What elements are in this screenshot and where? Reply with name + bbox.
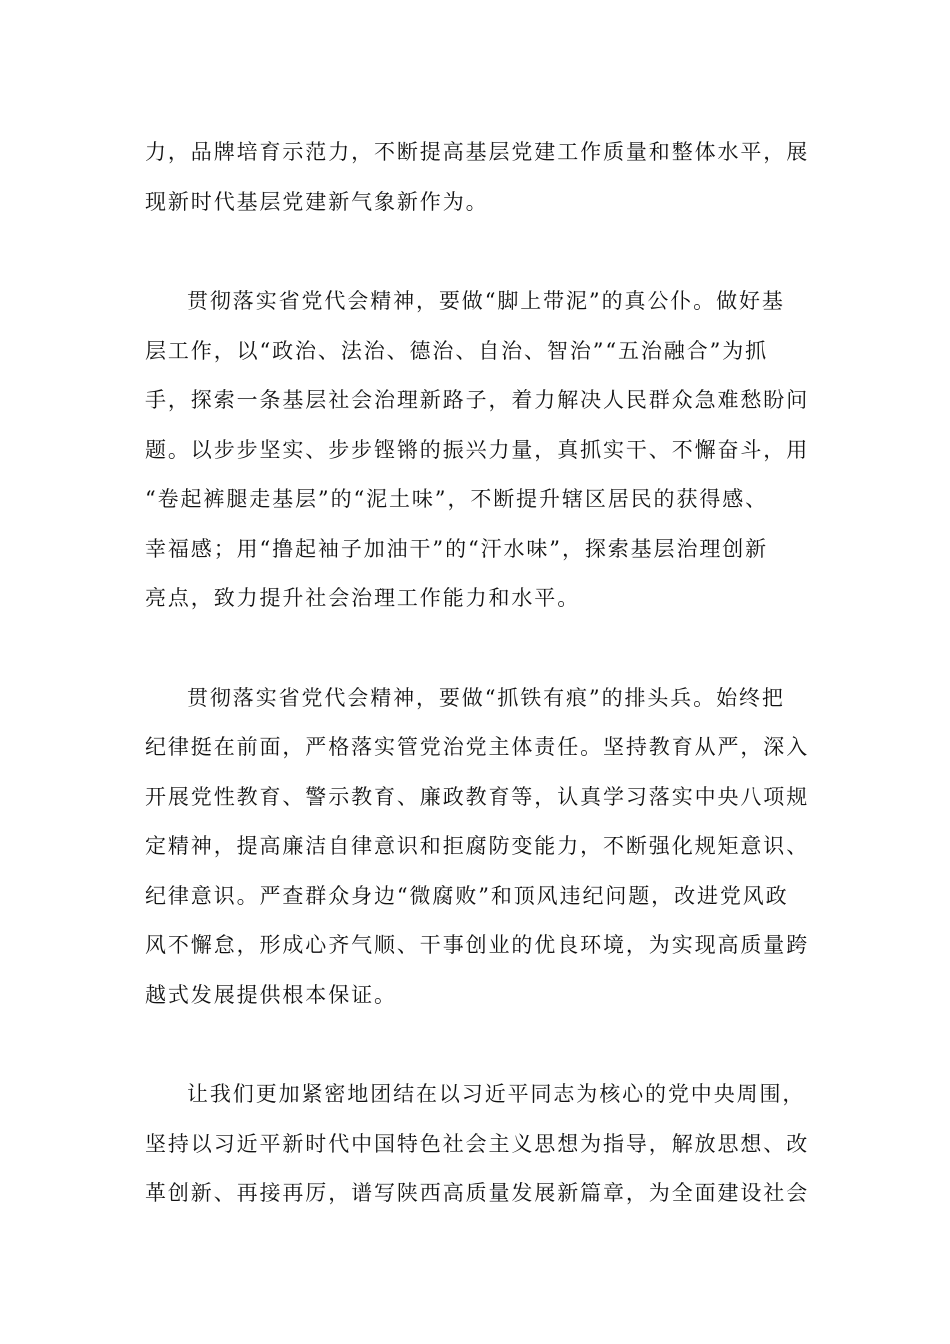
text-line: 幸福感；用“撸起袖子加油干”的“汗水味”，探索基层治理创新 bbox=[145, 536, 769, 561]
text-line: 定精神，提高廉洁自律意识和拒腐防变能力，不断强化规矩意识、 bbox=[145, 834, 810, 858]
text-line: 让我们更加紧密地团结在以习近平同志为核心的党中央周围， bbox=[187, 1082, 806, 1106]
paragraph-grassroots-work bbox=[145, 277, 810, 624]
text-line: 革创新、再接再厉，谱写陕西高质量发展新篇章，为全面建设社会 bbox=[145, 1181, 810, 1205]
text-line: 纪律意识。严查群众身边“微腐败”和顶风违纪问题，改进党风政 bbox=[145, 883, 789, 908]
text-line: 贯彻落实省党代会精神，要做“脚上带泥”的真公仆。做好基 bbox=[187, 289, 785, 313]
text-line: 手，探索一条基层社会治理新路子，着力解决人民群众急难愁盼问 bbox=[145, 388, 810, 412]
text-line: 风不懈怠，形成心齐气顺、干事创业的优良环境，为实现高质量跨 bbox=[145, 933, 810, 957]
text-line: 坚持以习近平新时代中国特色社会主义思想为指导，解放思想、改 bbox=[145, 1131, 810, 1156]
text-line: 现新时代基层党建新气象新作为。 bbox=[145, 189, 489, 214]
text-line: 开展党性教育、警示教育、廉政教育等，认真学习落实中央八项规 bbox=[145, 784, 810, 809]
paragraph-discipline bbox=[145, 674, 810, 1021]
text-line: 题。以步步坚实、步步铿锵的振兴力量，真抓实干、不懈奋斗，用 bbox=[145, 437, 810, 462]
paragraph-conclusion bbox=[145, 1070, 810, 1219]
document-body bbox=[145, 128, 810, 1219]
paragraph-continuation bbox=[145, 128, 810, 227]
text-line: 纪律挺在前面，严格落实管党治党主体责任。坚持教育从严，深入 bbox=[145, 735, 810, 759]
text-line: 层工作，以“政治、法治、德治、自治、智治”“五治融合”为抓 bbox=[145, 338, 769, 363]
text-line: 力，品牌培育示范力，不断提高基层党建工作质量和整体水平，展 bbox=[145, 140, 810, 164]
text-line: “卷起裤腿走基层”的“泥土味”，不断提升辖区居民的获得感、 bbox=[145, 487, 769, 511]
text-line: 亮点，致力提升社会治理工作能力和水平。 bbox=[145, 586, 581, 610]
text-line: 贯彻落实省党代会精神，要做“抓铁有痕”的排头兵。始终把 bbox=[187, 685, 785, 710]
text-line: 越式发展提供根本保证。 bbox=[145, 982, 397, 1007]
